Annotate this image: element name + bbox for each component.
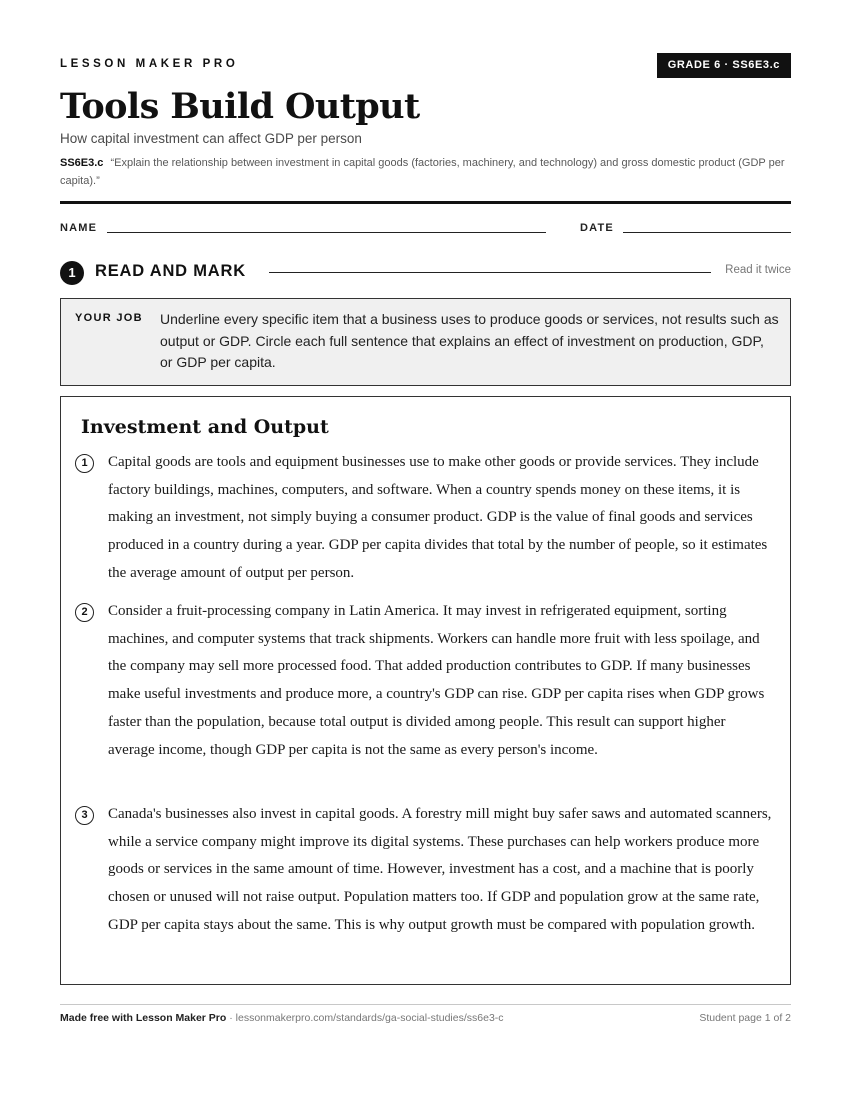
paragraph-text: Canada's businesses also invest in capital goods. A forestry mill might buy safer saws and automated scanners, while a service company might improve its digital systems. These purchases can help workers produce more goods or services in the same amount of time. However, investment has a cost, and a machine that is poorly chosen or unused will not raise output. Population matters too. If GDP and population grow at the same rate, GDP per capita stays about the same. This is why output growth must be compared with population growth.	[108, 806, 772, 933]
standard-code: SS6E3.c	[60, 157, 104, 169]
footer-url-link[interactable]: lessonmakerpro.com/standards/ga-social-studies/ss6e3-c	[235, 1012, 504, 1024]
date-label: DATE	[580, 222, 614, 234]
footer-page-number: Student page 1 of 2	[699, 1012, 791, 1024]
section-note: Read it twice	[725, 264, 791, 276]
footer-separator: ·	[226, 1012, 236, 1024]
standard-text: “Explain the relationship between investment in capital goods (factories, machinery, and technology) and gross domestic product (GDP per capita).”	[60, 157, 785, 187]
paragraph-text: Capital goods are tools and equipment businesses use to make other goods or provide services. They include factory buildings, machines, computers, and software. When a country spends money on these items, it is making an investment, not simply buying a consumer product. GDP is the value of final goods and services produced in a country during a year. GDP per capita divides that total by the number of people, so it estimates the average amount of output per person.	[108, 454, 768, 581]
section-divider	[269, 272, 711, 273]
page-subtitle: How capital investment can affect GDP per person	[60, 131, 362, 146]
paragraph-number: 3	[75, 806, 94, 825]
instructions-text: Underline every specific item that a business uses to produce goods or services, not results such as output or GDP. Circle each full sentence that explains an effect of investment on production, GDP, or GDP per capita.	[160, 311, 779, 370]
name-label: NAME	[60, 222, 98, 234]
footer-credit	[60, 1012, 504, 1024]
section-title: READ AND MARK	[95, 262, 246, 280]
paragraph-number: 1	[75, 454, 94, 473]
name-field-line[interactable]	[107, 232, 546, 233]
header-divider	[60, 201, 791, 204]
paragraph-number: 2	[75, 603, 94, 622]
reading-passage	[60, 396, 791, 985]
footer-divider	[60, 1004, 791, 1005]
brand-name: LESSON MAKER PRO	[60, 58, 239, 70]
paragraph-text: Consider a fruit-processing company in Latin America. It may invest in refrigerated equipment, sorting machines, and computer systems that track shipments. Workers can handle more fruit with less spoilage, and the company may sell more processed food. That added production contributes to GDP. If many businesses make useful investments and produce more, a country's GDP can rise. GDP per capita rises when GDP grows faster than the population, because total output is divided among people. This result can support higher average income, though GDP per capita is not the same as every person's income.	[108, 603, 765, 758]
reading-title: Investment and Output	[81, 416, 329, 438]
section-number-badge: 1	[60, 261, 84, 285]
section-header	[60, 260, 791, 284]
date-field-line[interactable]	[623, 232, 791, 233]
standard-statement	[60, 155, 791, 190]
instructions-label: YOUR JOB	[75, 312, 143, 324]
footer-made-with: Made free with Lesson Maker Pro	[60, 1012, 227, 1024]
grade-badge: GRADE 6 · SS6E3.c	[657, 53, 791, 78]
instructions-box	[60, 298, 791, 386]
page-title: Tools Build Output	[60, 86, 420, 127]
